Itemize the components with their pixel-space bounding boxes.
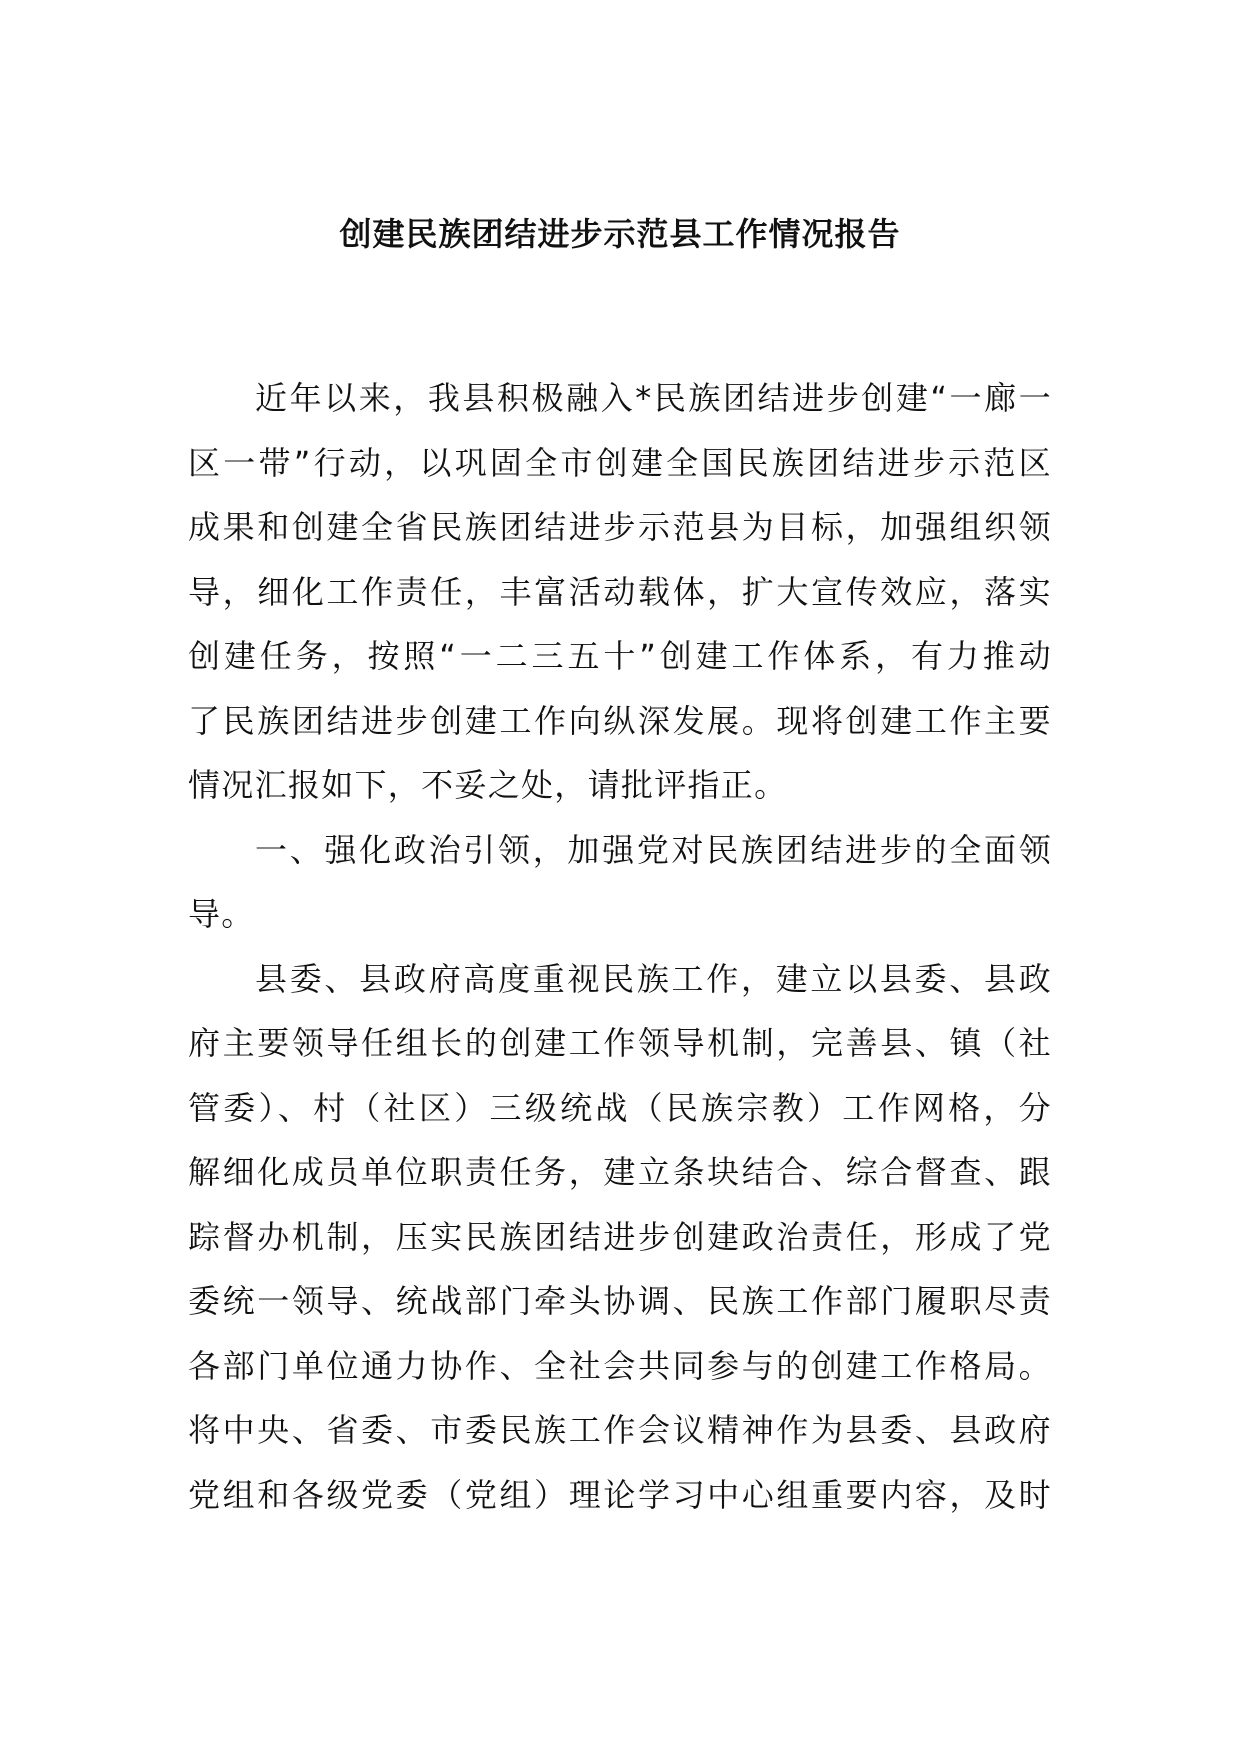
body-line: 踪督办机制，压实民族团结进步创建政治责任，形成了党 <box>188 1217 1052 1256</box>
body-line: 导，细化工作责任，丰富活动载体，扩大宣传效应，落实 <box>188 572 1052 611</box>
body-line: 情况汇报如下，不妥之处，请批评指正。 <box>188 766 788 804</box>
document-body <box>188 366 1052 1527</box>
document-title: 创建民族团结进步示范县工作情况报告 <box>339 215 901 253</box>
body-line: 将中央、省委、市委民族工作会议精神作为县委、县政府 <box>188 1411 1052 1449</box>
body-line: 县委、县政府高度重视民族工作，建立以县委、县政 <box>255 959 1052 998</box>
body-line: 了民族团结进步创建工作向纵深发展。现将创建工作主要 <box>188 701 1052 740</box>
section-heading-line: 一、强化政治引领，加强党对民族团结进步的全面领 <box>255 830 1052 869</box>
body-line: 创建任务，按照“一二三五十”创建工作体系，有力推动 <box>188 637 1052 675</box>
body-line: 府主要领导任组长的创建工作领导机制，完善县、镇（社 <box>188 1024 1052 1062</box>
body-line: 委统一领导、统战部门牵头协调、民族工作部门履职尽责 <box>188 1282 1052 1320</box>
body-line: 近年以来，我县积极融入*民族团结进步创建“一廊一 <box>255 379 1052 417</box>
body-line: 解细化成员单位职责任务，建立条块结合、综合督查、跟 <box>188 1153 1052 1191</box>
body-line: 区一带”行动，以巩固全市创建全国民族团结进步示范区 <box>188 443 1052 482</box>
body-line: 成果和创建全省民族团结进步示范县为目标，加强组织领 <box>188 508 1052 546</box>
body-line: 党组和各级党委（党组）理论学习中心组重要内容，及时 <box>188 1475 1052 1514</box>
body-line: 各部门单位通力协作、全社会共同参与的创建工作格局。 <box>188 1346 1052 1385</box>
section-heading-line: 导。 <box>188 895 255 933</box>
body-line: 管委）、村（社区）三级统战（民族宗教）工作网格，分 <box>188 1088 1052 1127</box>
